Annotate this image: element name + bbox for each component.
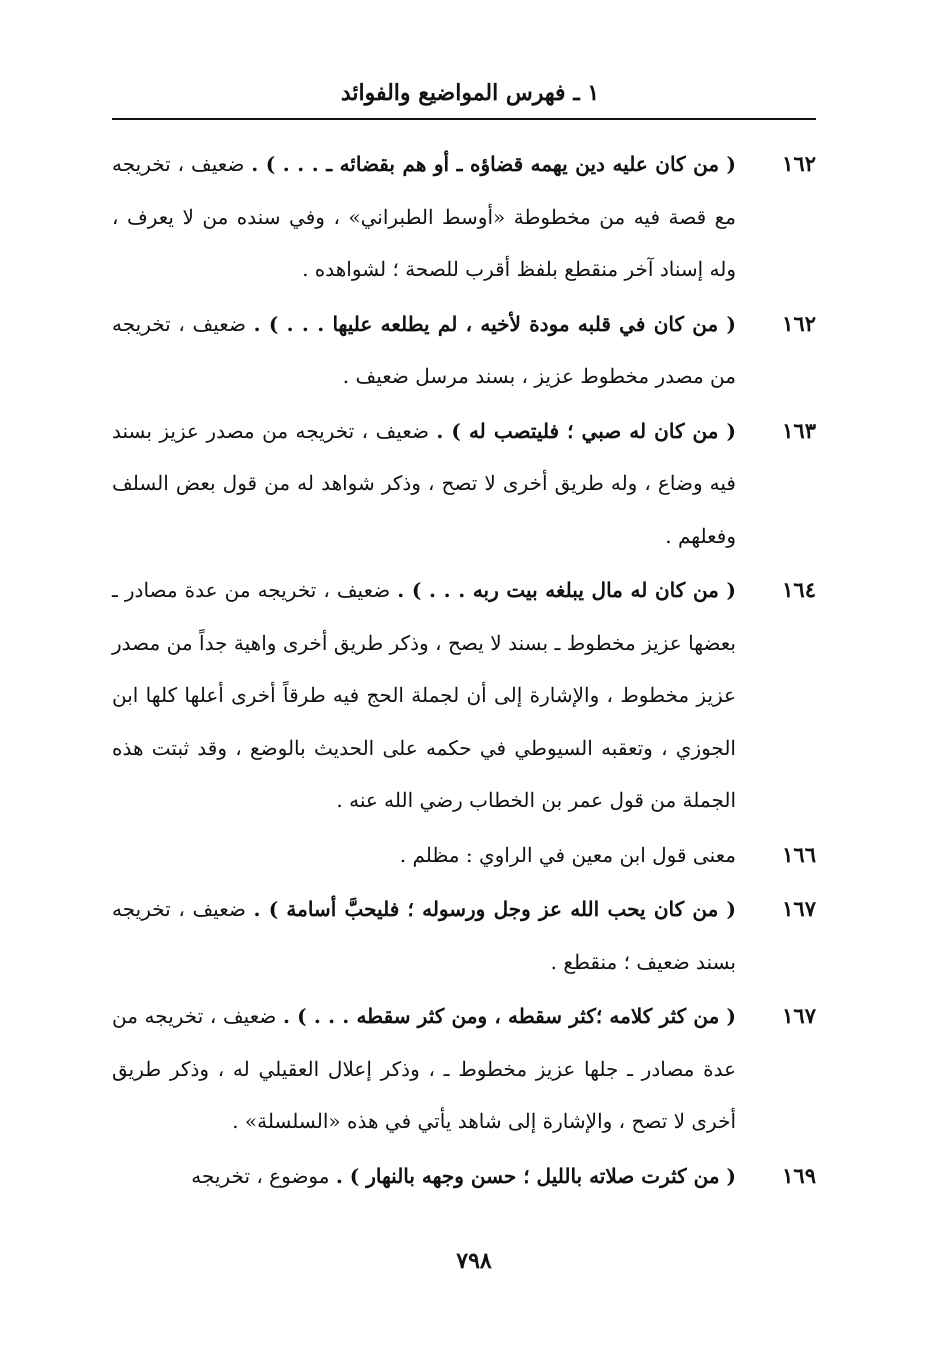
index-entry <box>112 1150 816 1203</box>
entry-hadith: ( من كان يحب الله عز وجل ورسوله ؛ فليحبَّ أسامة ) . <box>253 897 737 921</box>
index-entry <box>112 298 816 403</box>
entry-hadith: ( من كان له مال يبلغه بيت ربه . . . ) . <box>397 578 736 602</box>
entry-page-number: ١٦٩ <box>782 1162 816 1188</box>
index-entry <box>112 138 816 296</box>
index-entry <box>112 405 816 563</box>
entry-hadith: ( من كثر كلامه ؛كثر سقطه ، ومن كثر سقطه . . . ) . <box>282 1004 737 1028</box>
header-rule <box>112 118 816 120</box>
entry-hadith: ( من كان له صبي ؛ فليتصب له ) . <box>436 418 737 443</box>
entry-page-number: ١٦٧ <box>782 1003 816 1028</box>
entry-text <box>112 829 736 882</box>
entry-hadith: ( من كان في قلبه مودة لأخيه ، لم يطلعه عليها . . . ) . <box>253 311 737 336</box>
entry-page-number: ١٦٢ <box>782 151 816 176</box>
entry-body: ضعيف ، تخريجه من مصدر عزيز بسند فيه وضاع ، وله طريق أخرى لا تصح ، وذكر شواهد له من قول بعض السلف وفعلهم . <box>112 418 736 548</box>
entry-text <box>112 1150 736 1203</box>
index-entry <box>112 564 816 827</box>
entry-body: موضوع ، تخريجه <box>191 1163 330 1188</box>
entry-page-number: ١٦٧ <box>782 896 816 921</box>
running-header: ١ ـ فهرس المواضيع والفوائد <box>340 80 600 106</box>
entry-page-number: ١٦٦ <box>782 841 816 867</box>
index-entry <box>112 883 816 988</box>
entry-page-number: ١٦٤ <box>782 577 816 602</box>
entry-hadith: ( من كثرت صلاته بالليل ؛ حسن وجهه بالنهار ) . <box>335 1163 736 1188</box>
entry-text <box>112 990 736 1148</box>
entry-text <box>112 298 736 403</box>
entry-body: ضعيف ، تخريجه بسند ضعيف ؛ منقطع . <box>112 897 736 974</box>
entry-hadith: ( من كان عليه دين يهمه قضاؤه ـ أو هم بقضائه ـ . . . ) . <box>251 152 737 176</box>
page-number: ٧٩٨ <box>456 1248 492 1274</box>
entry-page-number: ١٦٣ <box>782 417 816 443</box>
entry-body: معنى قول ابن معين في الراوي : مظلم . <box>399 842 736 867</box>
entry-page-number: ١٦٢ <box>782 310 816 336</box>
index-entry <box>112 990 816 1148</box>
entry-body: ضعيف ، تخريجه من عدة مصادر ـ بعضها عزيز مخطوط ـ بسند لا يصح ، وذكر طريق أخرى واهية جداً من مصدر عزيز مخطوط ، والإشارة إلى أن لجملة الحج فيه طرقاً أخرى أعلها كلها ابن الجوزي ، وتعقبه السيوطي في حكمه على الحديث بالوضع ، وقد ثبتت هذه الجملة من قول عمر بن الخطاب رضي الله عنه . <box>112 578 736 812</box>
entry-text <box>112 883 736 988</box>
entry-text <box>112 138 736 296</box>
index-entry <box>112 829 816 882</box>
entry-body: ضعيف ، تخريجه مع قصة فيه من مخطوطة «أوسط الطبراني» ، وفي سنده من لا يعرف ، وله إسناد آخر منقطع بلفظ أقرب للصحة ؛ لشواهده . <box>112 152 736 281</box>
entry-body: ضعيف ، تخريجه من عدة مصادر ـ جلها عزيز مخطوط ـ ، وذكر إعلال العقيلي له ، وذكر طريق أخرى لا تصح ، والإشارة إلى شاهد يأتي في هذه «السلسلة» . <box>112 1004 736 1133</box>
index-entries <box>112 138 816 1204</box>
entry-text <box>112 405 736 563</box>
entry-body: ضعيف ، تخريجه من مصدر مخطوط عزيز ، بسند مرسل ضعيف . <box>112 311 736 388</box>
entry-text <box>112 564 736 827</box>
